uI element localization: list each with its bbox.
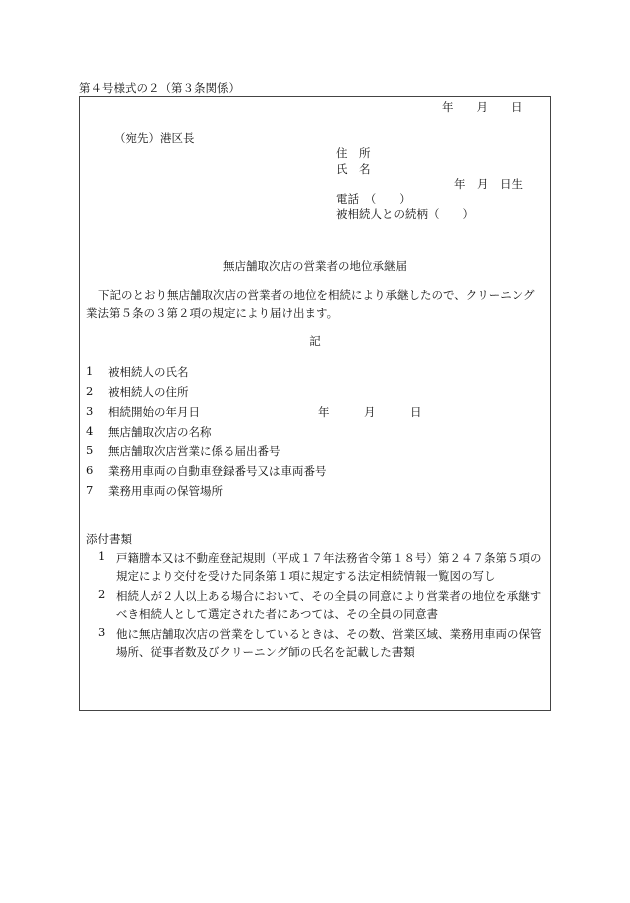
attachment-text: 相続人が２人以上ある場合において、その全員の同意により営業者の地位を承継すべき相続人として選定された者にあつては、その全員の同意書 [116,589,542,621]
document-title: 無店舗取次店の営業者の地位承継届 [223,259,407,273]
ki-label: 記 [309,334,321,348]
attachment-number: 1 [98,549,106,563]
birth-date: 年 月 日生 [454,177,523,191]
address-label: 住 所 [336,146,371,160]
item-number: 4 [86,424,94,438]
item-number: 5 [86,443,94,457]
item-number: 3 [86,404,94,418]
item-label: 被相続人の住所 [108,385,189,399]
attachment-number: 3 [98,625,106,639]
attachments-heading: 添付書類 [86,532,132,546]
item-number: 6 [86,463,94,477]
item-number: 7 [86,483,94,497]
attachment-number: 2 [98,587,106,601]
form-frame [79,96,551,711]
item-label: 無店舗取次店営業に係る届出番号 [108,444,281,458]
relation-field: 被相続人との続柄（ ） [336,207,474,221]
item-label: 相続開始の年月日 [108,405,200,419]
item-label: 無店舗取次店の名称 [108,425,212,439]
body-text: 下記のとおり無店舗取次店の営業者の地位を相続により承継したので、クリーニング業法第５条の３第２項の規定により届け出ます。 [86,288,535,320]
item-number: 1 [86,364,94,378]
phone-field: 電話 （ ） [336,192,411,206]
attachment-text: 他に無店舗取次店の営業をしているときは、その数、営業区域、業務用車両の保管場所、従事者数及びクリーニング師の氏名を記載した書類 [116,627,542,659]
name-label: 氏 名 [336,162,371,176]
attachment-text: 戸籍謄本又は不動産登記規則（平成１７年法務省令第１８号）第２４７条第５項の規定により交付を受けた同条第１項に規定する法定相続情報一覧図の写し [116,551,542,583]
submission-date: 年 月 日 [442,100,523,114]
item3-date: 年 月 日 [318,405,422,419]
item-number: 2 [86,384,94,398]
item-label: 業務用車両の保管場所 [108,484,223,498]
form-number-label: 第４号様式の２（第３条関係） [79,81,240,95]
item-label: 業務用車両の自動車登録番号又は車両番号 [108,464,327,478]
item-label: 被相続人の氏名 [108,365,189,379]
addressee: （宛先）港区長 [114,131,195,145]
